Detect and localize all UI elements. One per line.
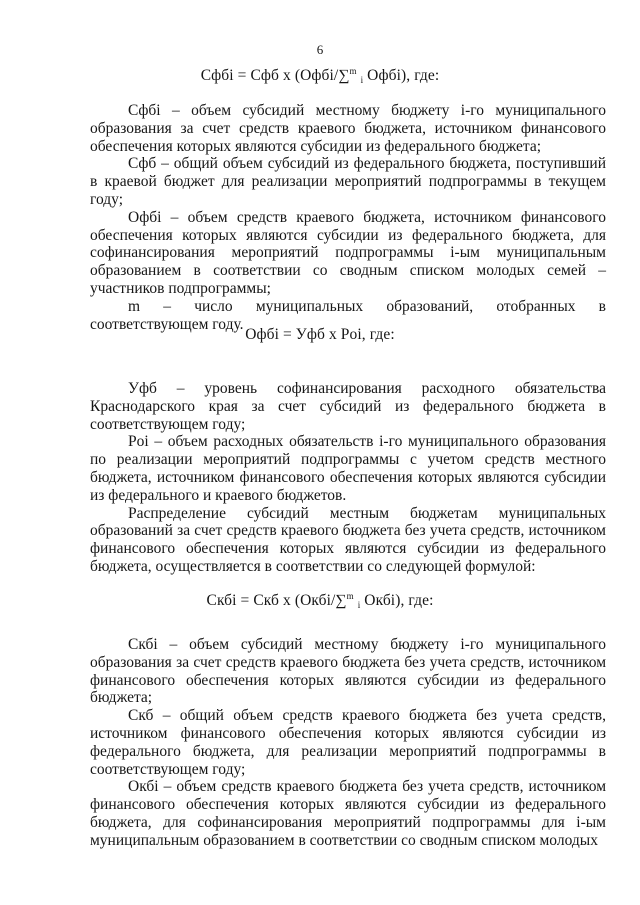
definitions-block-1: [90, 102, 606, 333]
distribution-paragraph: Распределение субсидий местным бюджетам муниципальных образований за счет средств краевого бюджета без учета средств, источником финансового обеспечения которых являются субсидии из федерального бюджета, осуществляется в соответствии со следующей формулой:: [90, 504, 606, 575]
definition-skb: Скб – общий объем средств краевого бюджета без учета средств, источником финансового обеспечения которых являются субсидии из федерального бюджета, для реализации мероприятий подпрограммы в соответствующем году;: [90, 707, 606, 778]
definition-m: m – число муниципальных образований, отобранных в соответствующем году.: [90, 297, 606, 333]
definition-roi: Рoi – объем расходных обязательств i-го муниципального образования по реализации мероприятий подпрограммы с учетом средств местного бюджета, источником финансового обеспечения которых являются субсидии из федерального и краевого бюджетов.: [90, 433, 606, 504]
formula-sfbi: [0, 66, 640, 85]
definition-skbi: Скбi – объем субсидий местному бюджету i-го муниципального образования за счет средств краевого бюджета без учета средств, источником финансового обеспечения которых являются субсидии из федерального бюджета;: [90, 636, 606, 707]
definition-sfb: Сфб – общий объем субсидий из федерального бюджета, поступивший в краевой бюджет для реализации мероприятий подпрограммы в текущем году;: [90, 155, 606, 208]
formula-skbi-lhs: Скбi = Скб х (Окбi/∑: [206, 592, 347, 609]
definition-ufb: Уфб – уровень софинансирования расходного обязательства Краснодарского края за счет субсидий из федерального бюджета в соответствующем году;: [90, 380, 606, 433]
page-number: 6: [316, 42, 324, 57]
formula-sfbi-sub: i: [360, 75, 364, 85]
formula-skbi: [0, 591, 640, 610]
formula-sfbi-lhs: Сфбi = Сфб х (Офбi/∑: [200, 67, 350, 84]
formula-skbi-sup: m: [346, 591, 354, 601]
formula-skbi-sub: i: [357, 600, 361, 610]
definition-okbi: Окбi – объем средств краевого бюджета без учета средств, источником финансового обеспечения которых являются субсидии из федерального бюджета, для софинансирования мероприятий подпрограммы для i-ым муниципальным образованием в соответствии со сводным списком молодых: [90, 778, 606, 849]
formula-ofbi: [0, 326, 640, 344]
definitions-block-2: [90, 380, 606, 576]
formula-sfbi-sup: m: [349, 66, 357, 76]
definition-ofbi: Офбi – объем средств краевого бюджета, источником финансового обеспечения которых являются субсидии из федерального бюджета, для софинансирования мероприятий подпрограммы i-ым муниципальным образованием в соответствии со сводным списком молодых семей – участников подпрограммы;: [90, 208, 606, 297]
definitions-block-3: [90, 636, 606, 850]
formula-ofbi-text: Офбi = Уфб х Рoi, где:: [245, 326, 395, 343]
formula-sfbi-rhs: Офбi), где:: [367, 67, 440, 84]
formula-skbi-rhs: Окбi), где:: [364, 592, 434, 609]
definition-sfbi: Сфбi – объем субсидий местному бюджету i-го муниципального образования за счет средств краевого бюджета, источником финансового обеспечения которых являются субсидии из федерального бюджета;: [90, 102, 606, 155]
